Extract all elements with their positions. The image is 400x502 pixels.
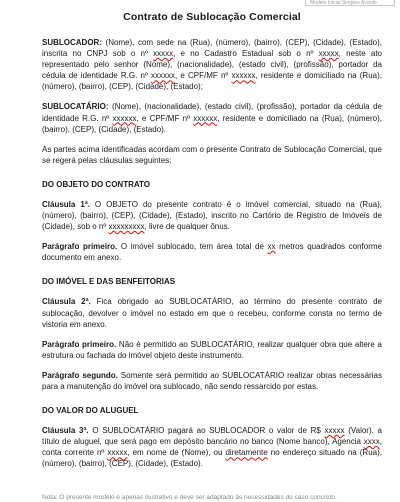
clausula-1-text: O OBJETO do presente contrato é o imóvel comercial, situado na (Rua), (número), (bairro), (CEP), (Cidade), (Estado), inscrito no Cartório de Registro de Imóveis de (Cidade), sob o nº xyxy=(42,199,382,232)
agencia-number: xxxx xyxy=(363,437,380,447)
sublocador-ie: xxxxx xyxy=(318,49,339,59)
sublocador-label: SUBLOCADOR: xyxy=(42,38,102,47)
footer-note: Nota: O presente modelo é apenas ilustrativo e deve ser adaptado às necessidades do caso concreto. xyxy=(42,494,337,501)
clausula-3-label: Cláusula 3ª. xyxy=(42,426,89,436)
section-heading-objeto: DO OBJETO DO CONTRATO xyxy=(42,179,151,189)
sublocador-text-2: , e no Cadastro Estadual sob o nº xyxy=(173,49,319,59)
clausula-2-paragrafo-1 xyxy=(42,339,382,361)
conta-number: xxxxx xyxy=(107,448,128,458)
paragrafo-label: Parágrafo segundo. xyxy=(42,370,118,380)
clausula-2 xyxy=(42,296,382,329)
area-value: xx xyxy=(267,242,276,252)
paragrafo-text-2: metros quadrados conforme documento em anexo. xyxy=(42,242,383,263)
sublocador-text-4: , e CPF/MF nº xyxy=(175,71,232,81)
sublocatario-cpf: xxxxxx xyxy=(193,113,218,123)
paragrafo-label: Parágrafo primeiro. xyxy=(42,339,117,349)
sublocador-text: (Nome), com sede na (Rua), (número), (bairro), (CEP), (Cidade), (Estado), inscrita no CNPJ sob o nº xyxy=(42,38,382,59)
corner-text: Modelo Inicial Simples Acordo xyxy=(310,0,377,6)
clausula-3-text-5: no endereço situado na (Rua), (número), (bairro), (CEP), (Cidade), (Estado). xyxy=(42,448,382,469)
clausula-3-text-3: , conta corrente nº xyxy=(42,437,382,458)
sublocatario-text-3: , residente e domiciliado na (Rua), (número), (bairro), (CEP), (Cidade), (Estado). xyxy=(42,113,382,134)
clausula-2-text: Fica obrigado ao SUBLOCATÁRIO, ao término do presente contrato de sublocação, devolver o imóvel no estado em que o recebeu, conforme consta no termo de vistoria em anexo. xyxy=(42,297,382,329)
paragrafo-label: Parágrafo primeiro. xyxy=(42,242,118,252)
clausula-2-label: Cláusula 2ª. xyxy=(42,297,91,307)
sublocador-cnpj: xxxxx xyxy=(153,49,174,59)
paragrafo-text: Não é permitido ao SUBLOCATÁRIO, realizar qualquer obra que altere a estrutura ou fachada do imóvel objeto deste instrumento. xyxy=(42,339,382,360)
sublocador-text-5: , residente e domiciliado na (Rua), (número), (bairro), (CEP), (Cidade), (Estado); xyxy=(42,71,382,92)
sublocatario-text-2: , e CPF/MF nº xyxy=(136,113,194,123)
sublocador-paragraph xyxy=(42,37,382,92)
diretamente-word: diretamente xyxy=(225,448,268,458)
sublocador-rg: xxxxxx xyxy=(151,71,176,81)
corner-box xyxy=(305,0,395,6)
sublocador-cpf: xxxxxx xyxy=(231,71,256,81)
paragrafo-text: O imóvel sublocado, tem área total de xyxy=(117,242,268,252)
clausula-1-label: Cláusula 1ª. xyxy=(42,199,90,209)
clausula-1-paragrafo-1 xyxy=(42,241,382,263)
clausula-1-registro: xxxxxxxxx xyxy=(108,222,145,232)
intro-paragraph: As partes acima identificadas acordam com o presente Contrato de Sublocação Comercial, que se regerá pelas cláusulas seguintes: xyxy=(42,144,382,165)
clausula-3 xyxy=(42,425,382,469)
section-heading-imovel: DO IMÓVEL E DAS BENFEITORIAS xyxy=(42,277,176,287)
clausula-2-paragrafo-2 xyxy=(42,370,382,392)
sublocador-text-3: , neste ato representado pelo senhor (Nome), (nacionalidade), (estado civil), (profissão), portador da cédula de identidade R.G. nº xyxy=(42,49,383,81)
valor-aluguel: xxxxx xyxy=(324,426,345,436)
clausula-3-text: O SUBLOCATÁRIO pagará ao SUBLOCADOR o valor de R$ xyxy=(88,426,325,436)
clausula-1-text-2: , livre de qualquer ônus. xyxy=(144,222,230,232)
sublocatario-text: (Nome), (nacionalidade), (estado civil), (profissão), portador da cédula de identidade R.G. nº xyxy=(42,102,382,123)
document-title: Contrato de Sublocação Comercial xyxy=(123,11,301,23)
paragrafo-text: Somente será permitido ao SUBLOCATÁRIO realizar obras necessárias para a manutenção do imóvel ora sublocado, não sendo ressarcido por estas. xyxy=(42,370,382,391)
clausula-1 xyxy=(42,199,382,232)
section-heading-aluguel: DO VALOR DO ALUGUEL xyxy=(42,406,139,416)
sublocatario-label: SUBLOCATÁRIO: xyxy=(42,102,109,112)
clausula-3-text-2: (Valor), a título de aluguel, que será pago em depósito bancário no banco (Nome banco), Agencia xyxy=(42,426,382,447)
sublocatario-rg: xxxxxx xyxy=(112,113,137,123)
clausula-3-text-4: , em nome de (Nome), ou xyxy=(127,448,226,458)
sublocatario-paragraph xyxy=(42,101,382,134)
